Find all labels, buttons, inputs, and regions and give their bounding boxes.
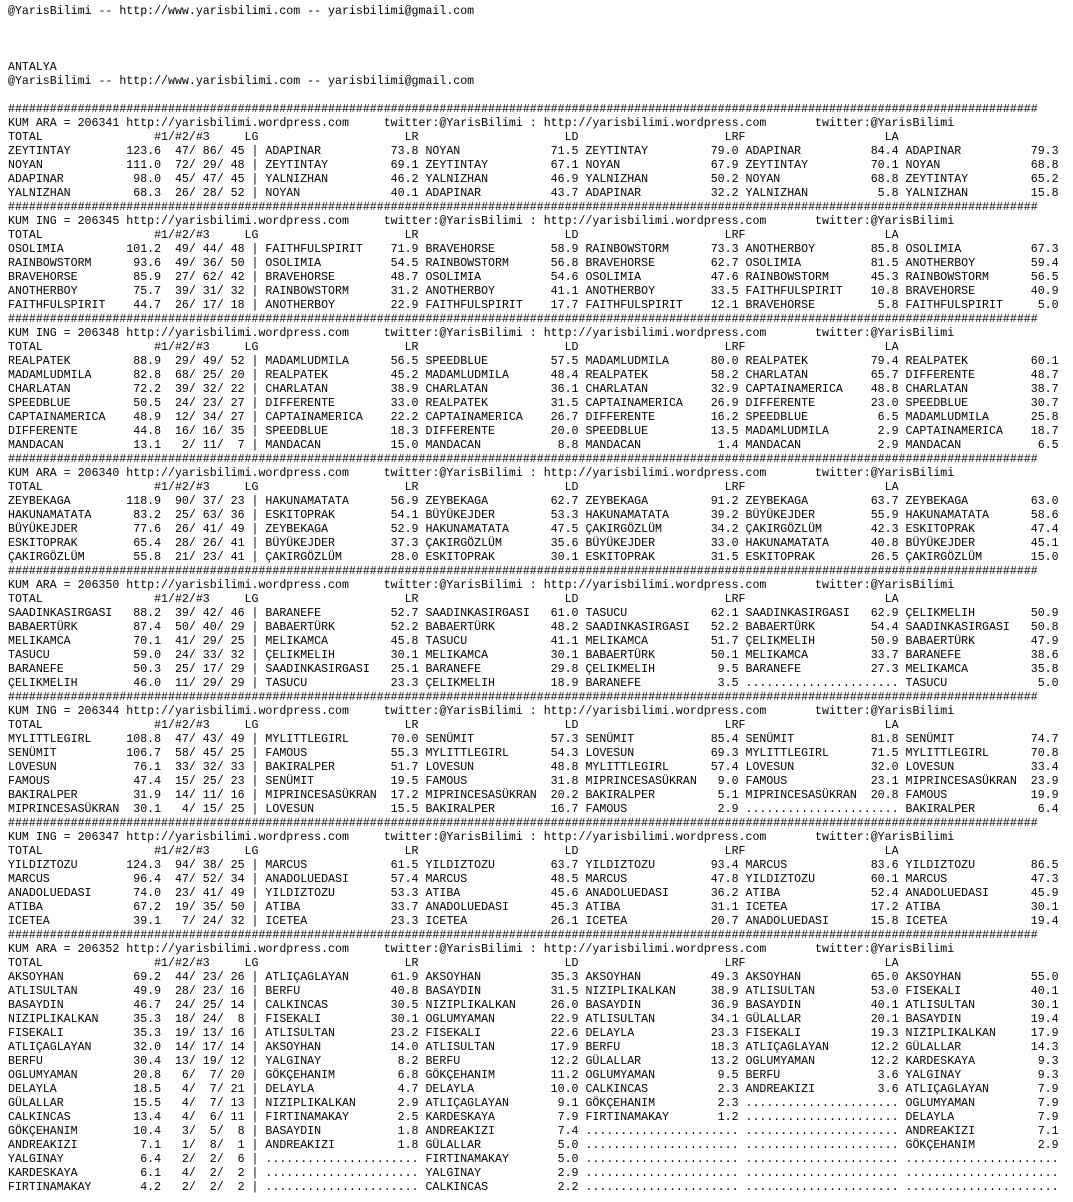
- race-header-line: KUM ING = 206344 http://yarisbilimi.wordpress.com twitter:@YarisBilimi : http://yarisbilimi.wordpress.com twitter:@YarisBilimi: [8, 705, 955, 718]
- text-line: FAMOUS 47.4 15/ 25/ 23 | SENÜMIT 19.5 FAMOUS 31.8 MIPRINCESASÜKRAN 9.0 FAMOUS 23.1 MIPRINCESASÜKRAN 23.9: [8, 775, 1059, 788]
- text-line: CHARLATAN 72.2 39/ 32/ 22 | CHARLATAN 38.9 CHARLATAN 36.1 CHARLATAN 32.9 CAPTAINAMERICA 48.8 CHARLATAN 38.7: [8, 383, 1059, 396]
- text-line: BAKIRALPER 31.9 14/ 11/ 16 | MIPRINCESASÜKRAN 17.2 MIPRINCESASÜKRAN 20.2 BAKIRALPER 5.1 MIPRINCESASÜKRAN 20.8 FAMOUS 19.9: [8, 789, 1059, 802]
- blank-line: [8, 33, 1059, 47]
- text-line: ATIBA 67.2 19/ 35/ 50 | ATIBA 33.7 ANADOLUEDASI 45.3 ATIBA 31.1 ICETEA 17.2 ATIBA 30.1: [8, 901, 1059, 914]
- column-header-line: TOTAL #1/#2/#3 LG LR LD LRF LA: [8, 719, 899, 732]
- race-header-line: KUM ARA = 206340 http://yarisbilimi.wordpress.com twitter:@YarisBilimi : http://yarisbilimi.wordpress.com twitter:@YarisBilimi: [8, 467, 955, 480]
- text-line: YALNIZHAN 68.3 26/ 28/ 52 | NOYAN 40.1 ADAPINAR 43.7 ADAPINAR 32.2 YALNIZHAN 5.8 YALNIZHAN 15.8: [8, 187, 1059, 200]
- text-line: ANTALYA: [8, 61, 57, 74]
- separator-line: ####################################################################################################################################################: [8, 453, 1038, 466]
- blank-line: [8, 89, 1059, 103]
- text-line: MELIKAMCA 70.1 41/ 29/ 25 | MELIKAMCA 45.8 TASUCU 41.1 MELIKAMCA 51.7 ÇELIKMELIH 50.9 BABAERTÜRK 47.9: [8, 635, 1059, 648]
- text-line: ANOTHERBOY 75.7 39/ 31/ 32 | RAINBOWSTORM 31.2 ANOTHERBOY 41.1 ANOTHERBOY 33.5 FAITHFULSPIRIT 10.8 BRAVEHORSE 40.9: [8, 285, 1059, 298]
- separator-line: ####################################################################################################################################################: [8, 929, 1038, 942]
- text-line: NOYAN 111.0 72/ 29/ 48 | ZEYTINTAY 69.1 ZEYTINTAY 67.1 NOYAN 67.9 ZEYTINTAY 70.1 NOYAN 68.8: [8, 159, 1059, 172]
- text-line: BÜYÜKEJDER 77.6 26/ 41/ 49 | ZEYBEKAGA 52.9 HAKUNAMATATA 47.5 ÇAKIRGÖZLÜM 34.2 ÇAKIRGÖZLÜM 42.3 ESKITOPRAK 47.4: [8, 523, 1059, 536]
- text-line: ADAPINAR 98.0 45/ 47/ 45 | YALNIZHAN 46.2 YALNIZHAN 46.9 YALNIZHAN 50.2 NOYAN 68.8 ZEYTINTAY 65.2: [8, 173, 1059, 186]
- text-line: SAADINKASIRGASI 88.2 39/ 42/ 46 | BARANEFE 52.7 SAADINKASIRGASI 61.0 TASUCU 62.1 SAADINKASIRGASI 62.9 ÇELIKMELIH 50.9: [8, 607, 1059, 620]
- text-line: DELAYLA 18.5 4/ 7/ 21 | DELAYLA 4.7 DELAYLA 10.0 CALKINCAS 2.3 ANDREAKIZI 3.6 ATLIÇAGLAYAN 7.9: [8, 1083, 1059, 1096]
- text-line: ZEYTINTAY 123.6 47/ 86/ 45 | ADAPINAR 73.8 NOYAN 71.5 ZEYTINTAY 79.0 ADAPINAR 84.4 ADAPINAR 79.3: [8, 145, 1059, 158]
- text-line: RAINBOWSTORM 93.6 49/ 36/ 50 | OSOLIMIA 54.5 RAINBOWSTORM 56.8 BRAVEHORSE 62.7 OSOLIMIA 81.5 ANOTHERBOY 59.4: [8, 257, 1059, 270]
- text-line: @YarisBilimi -- http://www.yarisbilimi.com -- yarisbilimi@gmail.com: [8, 5, 475, 18]
- separator-line: ####################################################################################################################################################: [8, 313, 1038, 326]
- text-line: ATLISULTAN 49.9 28/ 23/ 16 | BERFU 40.8 BASAYDIN 31.5 NIZIPLIKALKAN 38.9 ATLISULTAN 53.0 FISEKALI 40.1: [8, 985, 1059, 998]
- race-header-line: KUM ARA = 206341 http://yarisbilimi.wordpress.com twitter:@YarisBilimi : http://yarisbilimi.wordpress.com twitter:@YarisBilimi: [8, 117, 955, 130]
- text-line: BRAVEHORSE 85.9 27/ 62/ 42 | BRAVEHORSE 48.7 OSOLIMIA 54.6 OSOLIMIA 47.6 RAINBOWSTORM 45.3 RAINBOWSTORM 56.5: [8, 271, 1059, 284]
- text-line: FISEKALI 35.3 19/ 13/ 16 | ATLISULTAN 23.2 FISEKALI 22.6 DELAYLA 23.3 FISEKALI 19.3 NIZIPLIKALKAN 17.9: [8, 1027, 1059, 1040]
- text-line: MARCUS 96.4 47/ 52/ 34 | ANADOLUEDASI 57.4 MARCUS 48.5 MARCUS 47.8 YILDIZTOZU 60.1 MARCUS 47.3: [8, 873, 1059, 886]
- text-line: YALGINAY 6.4 2/ 2/ 6 | ...................... FIRTINAMAKAY 5.0 ...................... ...................... ......................: [8, 1153, 1059, 1166]
- text-line: BARANEFE 50.3 25/ 17/ 29 | SAADINKASIRGASI 25.1 BARANEFE 29.8 ÇELIKMELIH 9.5 BARANEFE 27.3 MELIKAMCA 35.8: [8, 663, 1059, 676]
- text-line: MANDACAN 13.1 2/ 11/ 7 | MANDACAN 15.0 MANDACAN 8.8 MANDACAN 1.4 MANDACAN 2.9 MANDACAN 6.5: [8, 439, 1059, 452]
- text-line: CALKINCAS 13.4 4/ 6/ 11 | FIRTINAMAKAY 2.5 KARDESKAYA 7.9 FIRTINAMAKAY 1.2 ...................... DELAYLA 7.9: [8, 1111, 1059, 1124]
- column-header-line: TOTAL #1/#2/#3 LG LR LD LRF LA: [8, 229, 899, 242]
- text-line: ANADOLUEDASI 74.0 23/ 41/ 49 | YILDIZTOZU 53.3 ATIBA 45.6 ANADOLUEDASI 36.2 ATIBA 52.4 ANADOLUEDASI 45.9: [8, 887, 1059, 900]
- text-line: FAITHFULSPIRIT 44.7 26/ 17/ 18 | ANOTHERBOY 22.9 FAITHFULSPIRIT 17.7 FAITHFULSPIRIT 12.1 BRAVEHORSE 5.8 FAITHFULSPIRIT 5.0: [8, 299, 1059, 312]
- text-line: MYLITTLEGIRL 108.8 47/ 43/ 49 | MYLITTLEGIRL 70.0 SENÜMIT 57.3 SENÜMIT 85.4 SENÜMIT 81.8 SENÜMIT 74.7: [8, 733, 1059, 746]
- separator-line: ####################################################################################################################################################: [8, 103, 1038, 116]
- text-line: @YarisBilimi -- http://www.yarisbilimi.com -- yarisbilimi@gmail.com: [8, 75, 475, 88]
- race-header-line: KUM ARA = 206352 http://yarisbilimi.wordpress.com twitter:@YarisBilimi : http://yarisbilimi.wordpress.com twitter:@YarisBilimi: [8, 943, 955, 956]
- text-line: OGLUMYAMAN 20.8 6/ 7/ 20 | GÖKÇEHANIM 6.8 GÖKÇEHANIM 11.2 OGLUMYAMAN 9.5 BERFU 3.6 YALGINAY 9.3: [8, 1069, 1059, 1082]
- text-line: ÇAKIRGÖZLÜM 55.8 21/ 23/ 41 | ÇAKIRGÖZLÜM 28.0 ESKITOPRAK 30.1 ESKITOPRAK 31.5 ESKITOPRAK 26.5 ÇAKIRGÖZLÜM 15.0: [8, 551, 1059, 564]
- separator-line: ####################################################################################################################################################: [8, 201, 1038, 214]
- text-line: SPEEDBLUE 50.5 24/ 23/ 27 | DIFFERENTE 33.0 REALPATEK 31.5 CAPTAINAMERICA 26.9 DIFFERENTE 23.0 SPEEDBLUE 30.7: [8, 397, 1059, 410]
- text-line: ZEYBEKAGA 118.9 90/ 37/ 23 | HAKUNAMATATA 56.9 ZEYBEKAGA 62.7 ZEYBEKAGA 91.2 ZEYBEKAGA 63.7 ZEYBEKAGA 63.0: [8, 495, 1059, 508]
- text-line: CAPTAINAMERICA 48.9 12/ 34/ 27 | CAPTAINAMERICA 22.2 CAPTAINAMERICA 26.7 DIFFERENTE 16.2 SPEEDBLUE 6.5 MADAMLUDMILA 25.8: [8, 411, 1059, 424]
- text-line: ATLIÇAGLAYAN 32.0 14/ 17/ 14 | AKSOYHAN 14.0 ATLISULTAN 17.9 BERFU 18.3 ATLIÇAGLAYAN 12.2 GÜLALLAR 14.3: [8, 1041, 1059, 1054]
- text-line: MADAMLUDMILA 82.8 68/ 25/ 20 | REALPATEK 45.2 MADAMLUDMILA 48.4 REALPATEK 58.2 CHARLATAN 65.7 DIFFERENTE 48.7: [8, 369, 1059, 382]
- text-line: MIPRINCESASÜKRAN 30.1 4/ 15/ 25 | LOVESUN 15.5 BAKIRALPER 16.7 FAMOUS 2.9 ...................... BAKIRALPER 6.4: [8, 803, 1059, 816]
- separator-line: ####################################################################################################################################################: [8, 817, 1038, 830]
- text-line: AKSOYHAN 69.2 44/ 23/ 26 | ATLIÇAGLAYAN 61.9 AKSOYHAN 35.3 AKSOYHAN 49.3 AKSOYHAN 65.0 AKSOYHAN 55.0: [8, 971, 1059, 984]
- text-line: DIFFERENTE 44.8 16/ 16/ 35 | SPEEDBLUE 18.3 DIFFERENTE 20.0 SPEEDBLUE 13.5 MADAMLUDMILA 2.9 CAPTAINAMERICA 18.7: [8, 425, 1059, 438]
- text-line: GÜLALLAR 15.5 4/ 7/ 13 | NIZIPLIKALKAN 2.9 ATLIÇAGLAYAN 9.1 GÖKÇEHANIM 2.3 ...................... OGLUMYAMAN 7.9: [8, 1097, 1059, 1110]
- race-stats-document: [8, 5, 1059, 1195]
- blank-line: [8, 47, 1059, 61]
- text-line: ANDREAKIZI 7.1 1/ 8/ 1 | ANDREAKIZI 1.8 GÜLALLAR 5.0 ...................... ...................... GÖKÇEHANIM 2.9: [8, 1139, 1059, 1152]
- race-header-line: KUM ARA = 206350 http://yarisbilimi.wordpress.com twitter:@YarisBilimi : http://yarisbilimi.wordpress.com twitter:@YarisBilimi: [8, 579, 955, 592]
- text-line: REALPATEK 88.9 29/ 49/ 52 | MADAMLUDMILA 56.5 SPEEDBLUE 57.5 MADAMLUDMILA 80.0 REALPATEK 79.4 REALPATEK 60.1: [8, 355, 1059, 368]
- column-header-line: TOTAL #1/#2/#3 LG LR LD LRF LA: [8, 131, 899, 144]
- text-line: SENÜMIT 106.7 58/ 45/ 25 | FAMOUS 55.3 MYLITTLEGIRL 54.3 LOVESUN 69.3 MYLITTLEGIRL 71.5 MYLITTLEGIRL 70.8: [8, 747, 1059, 760]
- text-line: OSOLIMIA 101.2 49/ 44/ 48 | FAITHFULSPIRIT 71.9 BRAVEHORSE 58.9 RAINBOWSTORM 73.3 ANOTHERBOY 85.8 OSOLIMIA 67.3: [8, 243, 1059, 256]
- text-line: LOVESUN 76.1 33/ 32/ 33 | BAKIRALPER 51.7 LOVESUN 48.8 MYLITTLEGIRL 57.4 LOVESUN 32.0 LOVESUN 33.4: [8, 761, 1059, 774]
- separator-line: ####################################################################################################################################################: [8, 565, 1038, 578]
- race-header-line: KUM ING = 206345 http://yarisbilimi.wordpress.com twitter:@YarisBilimi : http://yarisbilimi.wordpress.com twitter:@YarisBilimi: [8, 215, 955, 228]
- text-line: NIZIPLIKALKAN 35.3 18/ 24/ 8 | FISEKALI 30.1 OGLUMYAMAN 22.9 ATLISULTAN 34.1 GÜLALLAR 20.1 BASAYDIN 19.4: [8, 1013, 1059, 1026]
- text-line: ESKITOPRAK 65.4 28/ 26/ 41 | BÜYÜKEJDER 37.3 ÇAKIRGÖZLÜM 35.6 BÜYÜKEJDER 33.0 HAKUNAMATATA 40.8 BÜYÜKEJDER 45.1: [8, 537, 1059, 550]
- text-line: ÇELIKMELIH 46.0 11/ 29/ 29 | TASUCU 23.3 ÇELIKMELIH 18.9 BARANEFE 3.5 ...................... TASUCU 5.0: [8, 677, 1059, 690]
- separator-line: ####################################################################################################################################################: [8, 691, 1038, 704]
- race-header-line: KUM ING = 206347 http://yarisbilimi.wordpress.com twitter:@YarisBilimi : http://yarisbilimi.wordpress.com twitter:@YarisBilimi: [8, 831, 955, 844]
- text-line: KARDESKAYA 6.1 4/ 2/ 2 | ...................... YALGINAY 2.9 ...................... ...................... ......................: [8, 1167, 1059, 1180]
- column-header-line: TOTAL #1/#2/#3 LG LR LD LRF LA: [8, 845, 899, 858]
- column-header-line: TOTAL #1/#2/#3 LG LR LD LRF LA: [8, 593, 899, 606]
- column-header-line: TOTAL #1/#2/#3 LG LR LD LRF LA: [8, 957, 899, 970]
- column-header-line: TOTAL #1/#2/#3 LG LR LD LRF LA: [8, 341, 899, 354]
- text-line: BABAERTÜRK 87.4 50/ 40/ 29 | BABAERTÜRK 52.2 BABAERTÜRK 48.2 SAADINKASIRGASI 52.2 BABAERTÜRK 54.4 SAADINKASIRGASI 50.8: [8, 621, 1059, 634]
- text-line: GÖKÇEHANIM 10.4 3/ 5/ 8 | BASAYDIN 1.8 ANDREAKIZI 7.4 ...................... ...................... ANDREAKIZI 7.1: [8, 1125, 1059, 1138]
- race-header-line: KUM ING = 206348 http://yarisbilimi.wordpress.com twitter:@YarisBilimi : http://yarisbilimi.wordpress.com twitter:@YarisBilimi: [8, 327, 955, 340]
- text-line: BERFU 30.4 13/ 19/ 12 | YALGINAY 8.2 BERFU 12.2 GÜLALLAR 13.2 OGLUMYAMAN 12.2 KARDESKAYA 9.3: [8, 1055, 1059, 1068]
- text-line: ICETEA 39.1 7/ 24/ 32 | ICETEA 23.3 ICETEA 26.1 ICETEA 20.7 ANADOLUEDASI 15.8 ICETEA 19.4: [8, 915, 1059, 928]
- text-line: TASUCU 59.0 24/ 33/ 32 | ÇELIKMELIH 30.1 MELIKAMCA 30.1 BABAERTÜRK 50.1 MELIKAMCA 33.7 BARANEFE 38.6: [8, 649, 1059, 662]
- text-line: FIRTINAMAKAY 4.2 2/ 2/ 2 | ...................... CALKINCAS 2.2 ...................... ...................... ......................: [8, 1181, 1059, 1194]
- column-header-line: TOTAL #1/#2/#3 LG LR LD LRF LA: [8, 481, 899, 494]
- text-line: YILDIZTOZU 124.3 94/ 38/ 25 | MARCUS 61.5 YILDIZTOZU 63.7 YILDIZTOZU 93.4 MARCUS 83.6 YILDIZTOZU 86.5: [8, 859, 1059, 872]
- text-line: BASAYDIN 46.7 24/ 25/ 14 | CALKINCAS 30.5 NIZIPLIKALKAN 26.0 BASAYDIN 36.9 BASAYDIN 40.1 ATLISULTAN 30.1: [8, 999, 1059, 1012]
- text-line: HAKUNAMATATA 83.2 25/ 63/ 36 | ESKITOPRAK 54.1 BÜYÜKEJDER 53.3 HAKUNAMATATA 39.2 BÜYÜKEJDER 55.9 HAKUNAMATATA 58.6: [8, 509, 1059, 522]
- blank-line: [8, 19, 1059, 33]
